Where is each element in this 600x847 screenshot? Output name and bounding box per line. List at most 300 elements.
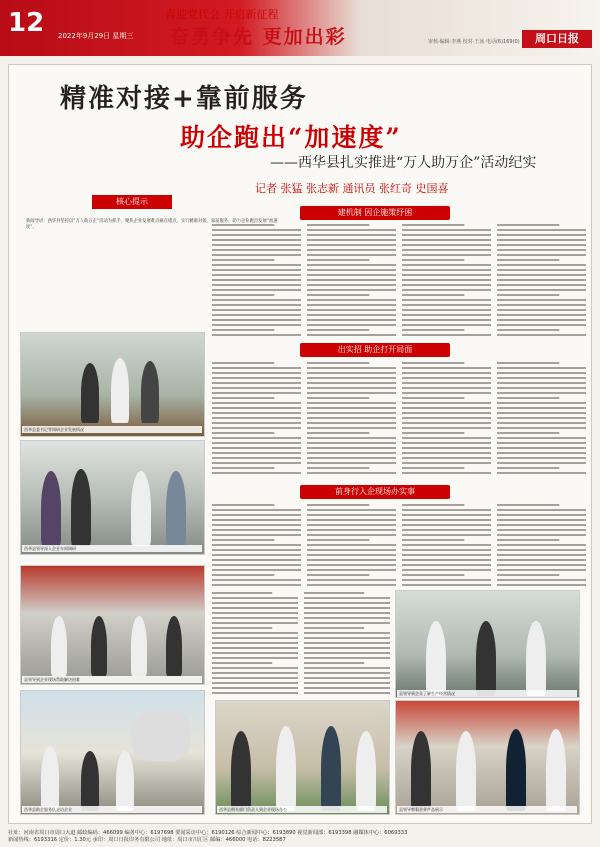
text-line xyxy=(402,569,491,571)
slogan-big: 奋勇争先 更加出彩 xyxy=(170,26,347,48)
text-line xyxy=(212,299,301,301)
text-line xyxy=(212,539,274,541)
text-line xyxy=(402,294,464,296)
text-line xyxy=(212,534,301,536)
text-line xyxy=(212,579,301,581)
text-line xyxy=(212,229,301,231)
text-line xyxy=(212,509,301,511)
text-line xyxy=(402,584,491,586)
caption-photo-6: 县领导察看企业产品展示 xyxy=(397,806,577,813)
body-text-block-3 xyxy=(212,502,586,587)
text-line xyxy=(307,367,396,369)
text-line xyxy=(212,244,301,246)
text-line xyxy=(402,402,491,404)
text-line xyxy=(212,377,301,379)
text-line xyxy=(402,524,491,526)
text-line xyxy=(307,442,396,444)
text-line xyxy=(307,504,369,506)
text-line xyxy=(307,509,396,511)
text-line xyxy=(212,592,272,594)
text-line xyxy=(497,329,559,331)
text-line xyxy=(212,234,301,236)
caption-photo-7: 县领导到企业了解生产经营情况 xyxy=(397,690,577,697)
text-line xyxy=(307,559,396,561)
section-heading-2: 出实招 助企打开局面 xyxy=(300,343,450,357)
text-line xyxy=(402,462,491,464)
text-line xyxy=(497,569,586,571)
text-line xyxy=(497,554,586,556)
text-line xyxy=(212,622,298,624)
text-line xyxy=(402,509,491,511)
text-line xyxy=(212,289,301,291)
text-line xyxy=(307,472,396,474)
text-line xyxy=(212,437,301,439)
text-line xyxy=(212,382,301,384)
text-line xyxy=(497,524,586,526)
text-line xyxy=(212,519,301,521)
text-line xyxy=(212,574,274,576)
text-line xyxy=(307,457,396,459)
text-line xyxy=(212,559,301,561)
text-line xyxy=(402,432,464,434)
text-line xyxy=(497,457,586,459)
text-line xyxy=(212,427,301,429)
photo-6 xyxy=(395,700,580,815)
text-line xyxy=(307,554,396,556)
photo-3 xyxy=(20,565,205,685)
text-line xyxy=(212,612,298,614)
text-line xyxy=(307,319,396,321)
text-line xyxy=(497,437,586,439)
text-line xyxy=(402,234,491,236)
text-line xyxy=(212,224,274,226)
text-line xyxy=(307,329,369,331)
caption-photo-5: 西华县相关部门负责人到企业现场办公 xyxy=(217,806,387,813)
text-line xyxy=(307,224,369,226)
text-line xyxy=(402,467,464,469)
text-line xyxy=(497,539,559,541)
text-line xyxy=(497,269,586,271)
text-line xyxy=(304,632,390,634)
text-line xyxy=(307,382,396,384)
text-line xyxy=(497,377,586,379)
text-line xyxy=(307,392,396,394)
text-line xyxy=(304,692,390,694)
text-line xyxy=(402,437,491,439)
text-line xyxy=(212,637,298,639)
text-line xyxy=(212,462,301,464)
text-line xyxy=(307,534,396,536)
text-line xyxy=(497,417,586,419)
text-line xyxy=(402,304,491,306)
text-line xyxy=(497,519,586,521)
text-line xyxy=(497,244,586,246)
text-line xyxy=(307,274,396,276)
text-line xyxy=(497,574,559,576)
text-line xyxy=(212,392,301,394)
text-line xyxy=(307,437,396,439)
text-line xyxy=(307,362,369,364)
text-line xyxy=(307,314,396,316)
text-line xyxy=(212,284,301,286)
text-line xyxy=(497,229,586,231)
text-line xyxy=(212,407,301,409)
text-line xyxy=(402,289,491,291)
text-line xyxy=(307,284,396,286)
text-line xyxy=(497,432,559,434)
text-line xyxy=(402,274,491,276)
text-line xyxy=(307,324,396,326)
text-line xyxy=(497,264,586,266)
text-line xyxy=(307,412,396,414)
text-line xyxy=(402,442,491,444)
text-line xyxy=(402,329,464,331)
text-line xyxy=(307,377,396,379)
text-line xyxy=(212,467,274,469)
text-line xyxy=(497,324,586,326)
text-line xyxy=(497,304,586,306)
text-line xyxy=(307,427,396,429)
text-line xyxy=(402,334,491,336)
text-line xyxy=(402,314,491,316)
text-line xyxy=(402,269,491,271)
text-line xyxy=(212,569,301,571)
text-line xyxy=(497,274,586,276)
footer-line-1: 社址：河南省周口市周口大道 邮政编码：466099 编务中心：6197698 要闻采访中心：6190126 综合新闻中心：6193890 视觉新闻部：6193398 融媒体中心：6069333 xyxy=(8,830,408,836)
text-line xyxy=(497,407,586,409)
caption-photo-1: 西华县委书记等调研企业发展情况 xyxy=(22,426,202,433)
text-line xyxy=(212,397,274,399)
text-line xyxy=(402,372,491,374)
text-line xyxy=(212,304,301,306)
byline: 记者 张猛 张志新 通讯员 张红奇 史国喜 xyxy=(255,182,449,195)
text-line xyxy=(402,559,491,561)
text-line xyxy=(212,667,298,669)
text-line xyxy=(304,592,364,594)
text-line xyxy=(497,534,586,536)
text-line xyxy=(212,662,272,664)
caption-photo-3: 县领导到企业现场帮助解决困难 xyxy=(22,676,202,683)
text-line xyxy=(402,417,491,419)
text-line xyxy=(497,544,586,546)
text-line xyxy=(307,549,396,551)
mixer-truck xyxy=(131,711,191,761)
text-line xyxy=(497,509,586,511)
text-line xyxy=(212,387,301,389)
text-line xyxy=(402,397,464,399)
text-line xyxy=(497,259,559,261)
text-line xyxy=(212,632,298,634)
text-line xyxy=(307,264,396,266)
text-line xyxy=(212,672,298,674)
text-line xyxy=(307,269,396,271)
text-line xyxy=(402,239,491,241)
text-line xyxy=(497,549,586,551)
text-line xyxy=(304,657,390,659)
text-line xyxy=(497,224,559,226)
text-line xyxy=(402,554,491,556)
text-line xyxy=(497,362,559,364)
text-line xyxy=(307,279,396,281)
section-heading-1: 建机制 因企施策纾困 xyxy=(300,206,450,220)
text-line xyxy=(212,239,301,241)
text-line xyxy=(307,239,396,241)
text-line xyxy=(497,382,586,384)
text-line xyxy=(307,544,396,546)
text-line xyxy=(212,319,301,321)
text-line xyxy=(497,529,586,531)
headline-line-2: 助企跑出“加速度” xyxy=(180,123,402,152)
text-line xyxy=(212,564,301,566)
text-line xyxy=(307,249,396,251)
text-line xyxy=(402,544,491,546)
slogan-small: 喜迎党代会 开启新征程 xyxy=(165,8,279,21)
text-line xyxy=(402,472,491,474)
text-line xyxy=(402,422,491,424)
text-line xyxy=(307,447,396,449)
text-line xyxy=(497,472,586,474)
text-lines-4 xyxy=(212,590,390,695)
text-line xyxy=(497,559,586,561)
text-line xyxy=(402,549,491,551)
text-line xyxy=(307,452,396,454)
text-line xyxy=(307,422,396,424)
photo-1 xyxy=(20,332,205,437)
text-line xyxy=(497,234,586,236)
text-line xyxy=(497,372,586,374)
text-line xyxy=(497,239,586,241)
text-line xyxy=(212,334,301,336)
text-line xyxy=(212,309,301,311)
text-line xyxy=(304,662,364,664)
text-line xyxy=(307,387,396,389)
text-line xyxy=(402,387,491,389)
text-line xyxy=(304,622,390,624)
text-line xyxy=(307,289,396,291)
text-line xyxy=(497,299,586,301)
text-line xyxy=(212,529,301,531)
text-line xyxy=(497,462,586,464)
text-line xyxy=(402,264,491,266)
text-line xyxy=(304,647,390,649)
text-line xyxy=(212,682,298,684)
text-line xyxy=(212,549,301,551)
text-line xyxy=(304,617,390,619)
text-line xyxy=(212,687,298,689)
text-line xyxy=(402,447,491,449)
text-line xyxy=(307,372,396,374)
text-lines-2 xyxy=(212,360,586,478)
body-text-block-1 xyxy=(212,222,586,337)
text-line xyxy=(212,652,298,654)
text-line xyxy=(402,407,491,409)
text-line xyxy=(212,504,274,506)
text-line xyxy=(212,422,301,424)
text-line xyxy=(402,249,491,251)
text-line xyxy=(212,627,272,629)
text-line xyxy=(307,564,396,566)
text-line xyxy=(307,259,369,261)
text-line xyxy=(307,402,396,404)
text-line xyxy=(212,692,298,694)
text-line xyxy=(402,309,491,311)
text-line xyxy=(402,392,491,394)
editor-line: 审核·编辑·李燕 校对·王冰 电话(6)169(0) xyxy=(428,39,520,45)
text-line xyxy=(212,367,301,369)
text-line xyxy=(212,279,301,281)
text-line xyxy=(497,387,586,389)
text-line xyxy=(497,397,559,399)
text-line xyxy=(497,447,586,449)
text-line xyxy=(307,539,369,541)
text-line xyxy=(307,529,396,531)
text-line xyxy=(212,324,301,326)
text-line xyxy=(212,264,301,266)
text-line xyxy=(212,617,298,619)
issue-date: 2022年9月29日 星期三 xyxy=(58,32,134,40)
text-line xyxy=(497,467,559,469)
text-line xyxy=(212,607,298,609)
text-line xyxy=(212,447,301,449)
text-line xyxy=(497,279,586,281)
text-line xyxy=(497,564,586,566)
text-line xyxy=(212,417,301,419)
text-line xyxy=(307,579,396,581)
footer-line-2: 新闻热线：6193316 定价：1.30元 承印：周口日报印务有限公司 地址：周口市川汇区 邮编：466000 电话：8223587 xyxy=(8,837,286,843)
text-line xyxy=(307,467,369,469)
text-line xyxy=(212,647,298,649)
text-line xyxy=(212,452,301,454)
text-line xyxy=(497,249,586,251)
text-line xyxy=(497,442,586,444)
text-line xyxy=(304,637,390,639)
text-line xyxy=(212,554,301,556)
text-line xyxy=(307,334,396,336)
text-line xyxy=(304,607,390,609)
text-line xyxy=(307,524,396,526)
text-line xyxy=(212,584,301,586)
text-line xyxy=(402,412,491,414)
body-text-block-2 xyxy=(212,360,586,478)
text-line xyxy=(212,314,301,316)
text-line xyxy=(304,612,390,614)
text-line xyxy=(212,524,301,526)
photo-2 xyxy=(20,440,205,555)
text-line xyxy=(212,402,301,404)
text-line xyxy=(497,294,559,296)
text-line xyxy=(497,584,586,586)
text-line xyxy=(307,432,369,434)
text-lines-3 xyxy=(212,502,586,587)
page-footer xyxy=(0,828,600,847)
text-line xyxy=(497,284,586,286)
text-line xyxy=(212,544,301,546)
text-line xyxy=(212,254,301,256)
text-line xyxy=(304,652,390,654)
text-line xyxy=(402,224,464,226)
text-line xyxy=(304,597,390,599)
text-line xyxy=(307,304,396,306)
text-line xyxy=(402,564,491,566)
text-line xyxy=(307,294,369,296)
text-line xyxy=(212,372,301,374)
newspaper-logo: 周口日报 xyxy=(522,30,592,48)
text-line xyxy=(307,407,396,409)
text-line xyxy=(497,514,586,516)
text-line xyxy=(212,472,301,474)
text-line xyxy=(307,234,396,236)
text-line xyxy=(497,422,586,424)
text-line xyxy=(497,452,586,454)
text-line xyxy=(402,244,491,246)
text-line xyxy=(497,392,586,394)
text-line xyxy=(402,427,491,429)
text-line xyxy=(402,284,491,286)
text-line xyxy=(304,682,390,684)
text-line xyxy=(307,569,396,571)
caption-photo-2: 西华县领导深入企业车间调研 xyxy=(22,545,202,552)
text-line xyxy=(307,229,396,231)
text-line xyxy=(212,432,274,434)
text-line xyxy=(212,457,301,459)
text-line xyxy=(212,294,274,296)
text-line xyxy=(497,579,586,581)
text-line xyxy=(212,269,301,271)
text-line xyxy=(402,367,491,369)
text-line xyxy=(497,504,559,506)
headline-line-1: 精准对接+靠前服务 xyxy=(60,84,308,114)
photo-4 xyxy=(20,690,205,815)
text-line xyxy=(212,329,274,331)
text-line xyxy=(497,309,586,311)
text-line xyxy=(307,254,396,256)
text-line xyxy=(402,529,491,531)
text-line xyxy=(402,514,491,516)
text-line xyxy=(402,534,491,536)
text-line xyxy=(497,314,586,316)
text-line xyxy=(307,244,396,246)
section-heading-3: 前身行入企现场办实事 xyxy=(300,485,450,499)
text-line xyxy=(402,319,491,321)
text-line xyxy=(307,514,396,516)
text-line xyxy=(307,574,369,576)
core-note-title: 核心提示 xyxy=(92,195,172,209)
text-line xyxy=(212,249,301,251)
text-line xyxy=(497,412,586,414)
text-line xyxy=(402,504,464,506)
text-line xyxy=(402,452,491,454)
text-line xyxy=(212,642,298,644)
text-line xyxy=(304,667,390,669)
text-line xyxy=(402,382,491,384)
text-line xyxy=(212,597,298,599)
text-line xyxy=(402,574,464,576)
text-line xyxy=(304,627,364,629)
text-line xyxy=(212,362,274,364)
text-line xyxy=(307,519,396,521)
text-lines-1 xyxy=(212,222,586,337)
text-line xyxy=(212,602,298,604)
photo-5 xyxy=(215,700,390,815)
body-text-block-4 xyxy=(212,590,390,695)
text-line xyxy=(307,309,396,311)
text-line xyxy=(307,462,396,464)
text-line xyxy=(212,259,274,261)
text-line xyxy=(497,402,586,404)
text-line xyxy=(497,319,586,321)
text-line xyxy=(402,279,491,281)
text-line xyxy=(304,642,390,644)
